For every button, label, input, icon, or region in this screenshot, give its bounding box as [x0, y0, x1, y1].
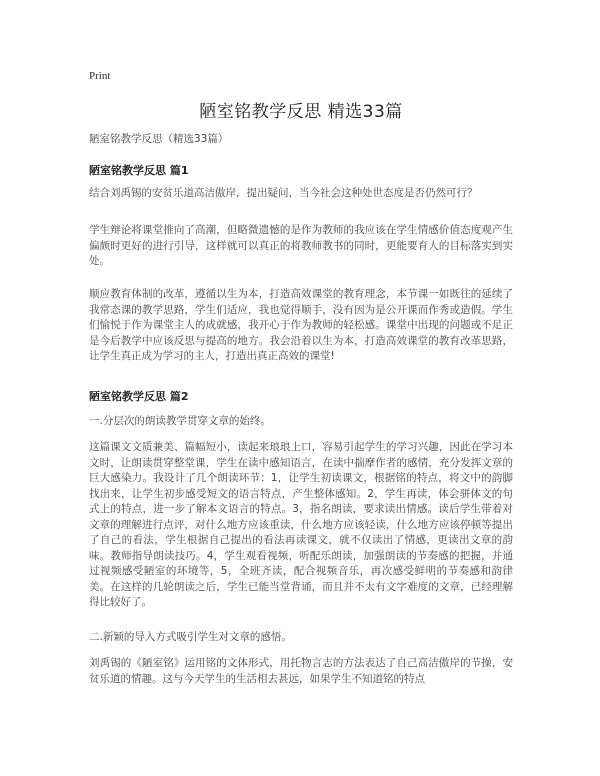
section-heading-1: 陋室铭教学反思 篇1 [89, 164, 189, 177]
print-link[interactable]: Print [89, 70, 111, 82]
document-subtitle: 陋室铭教学反思（精选33篇） [89, 133, 229, 145]
paragraph: 二.新颖的导入方式吸引学生对文章的感悟。 [89, 631, 292, 643]
paragraph: 结合刘禹锡的安贫乐道高洁傲岸，提出疑问，当今社会这种处世态度是否仍然可行？ [89, 187, 478, 199]
paragraph: 这篇课文文质兼美、篇幅短小，读起来琅琅上口，容易引起学生的学习兴趣，因此在学习本文时，让朗读贯穿整堂课，学生在读中感知语言，在读中揣摩作者的感情，充分发挥文章的巨大感染力。我设计了几个朗读环节：1，让学生初读课文，根据铭的特点，将文中的韵脚找出来，让学生初步感受短文的语言特点，产生整体感知。2，学生再读，体会骈体文的句式上的特点，进一步了解本文语言的特点。3，指名朗读，要求读出情感。读后学生带着对文章的理解进行点评，对什么地方应该重读，什么地方应该轻读，什么地方应该停顿等提出了自己的看法，学生根据自己提出的看法再读课文，就不仅读出了情感，更读出文章的韵味。教师指导朗读技巧。4，学生观看视频，听配乐朗读，加强朗读的节奏感的把握，并通过视频感受陋室的环境等，5，全班齐读，配合视频音乐，再次感受鲜明的节奏感和韵律美。在这样的几轮朗读之后，学生已能当堂背诵，而且并不太有文字难度的文章，已经理解得比较好了。 [89, 441, 513, 608]
paragraph: 一.分层次的朗读教学贯穿文章的始终。 [89, 415, 271, 427]
document-title: 陋室铭教学反思 精选33篇 [199, 102, 403, 122]
paragraph: 学生辩论将课堂推向了高潮，但略微遗憾的是作为教师的我应该在学生情感价值态度观产生偏颇时更好的进行引导，这样就可以真正的将教师教书的同时，更能要育人的目标落实到实处。 [89, 224, 513, 267]
section-heading-2: 陋室铭教学反思 篇2 [89, 390, 189, 403]
paragraph: 顺应教育体制的改革，遵循以生为本，打造高效课堂的教育理念，本节课一如既往的延续了我常态课的教学思路，学生们适应，我也觉得顺手，没有因为是公开课而作秀或造假。学生们愉悦于作为课堂主人的成就感，我开心于作为教师的轻松感。课堂中出现的问题或不足正是今后教学中应该反思与提高的地方。我会沿着以生为本，打造高效课堂的教育改革思路，让学生真正成为学习的主人，打造出真正高效的课堂! [89, 288, 513, 362]
paragraph: 刘禹锡的《陋室铭》运用铭的文体形式，用托物言志的方法表达了自己高洁傲岸的节操，安贫乐道的情趣。这与今天学生的生活相去甚远，如果学生不知道铭的特点 [89, 657, 513, 685]
